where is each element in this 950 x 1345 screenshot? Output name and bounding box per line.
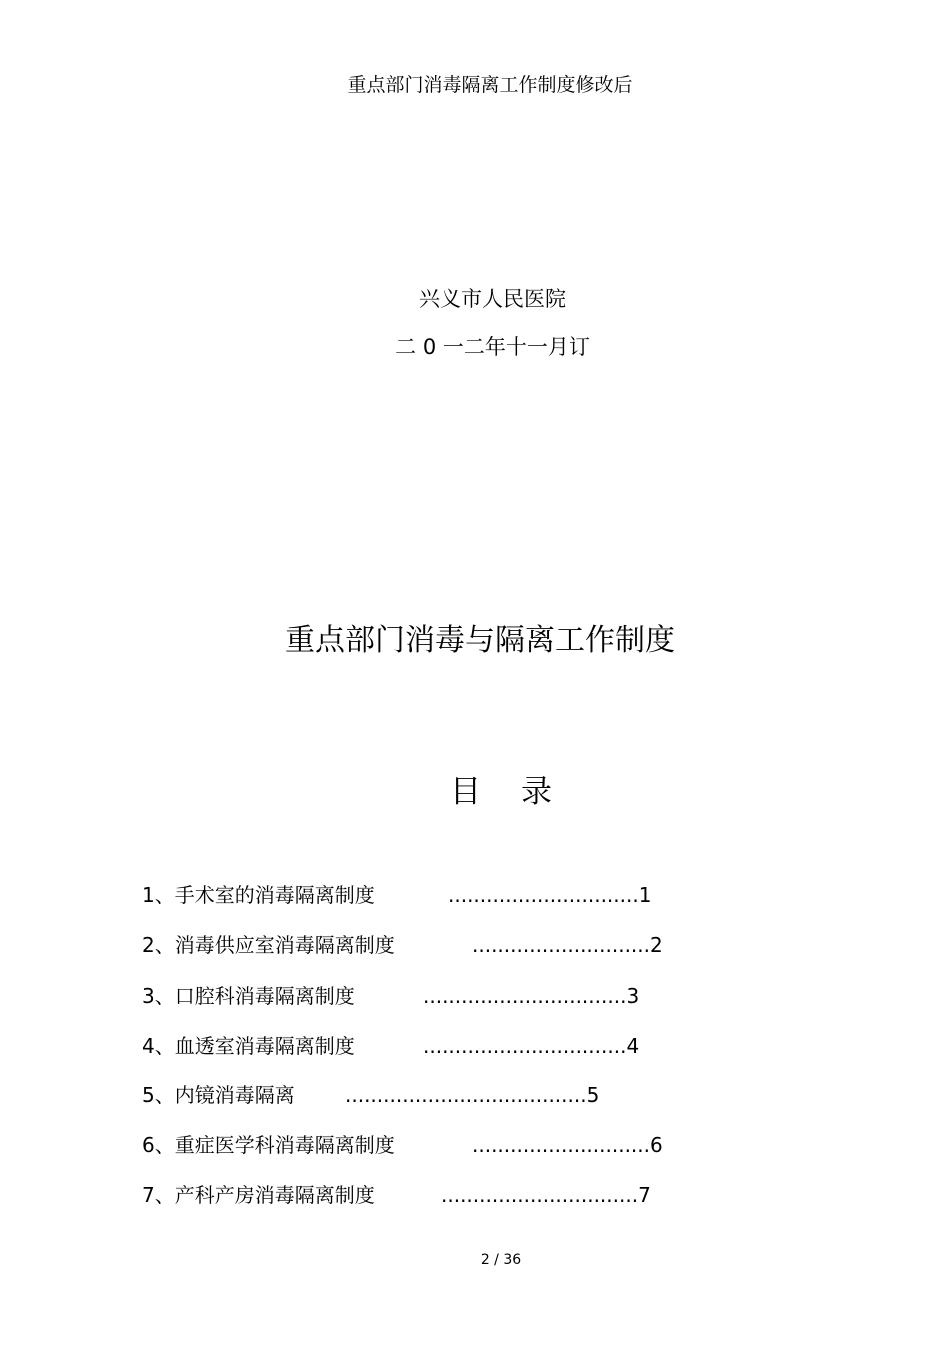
toc-item-label: 7、产科产房消毒隔离制度 <box>142 1183 375 1207</box>
toc-item[interactable] <box>142 880 651 910</box>
toc-item-label: 1、手术室的消毒隔离制度 <box>142 883 375 907</box>
toc-item-label: 4、血透室消毒隔离制度 <box>142 1034 355 1058</box>
page-indicator: 2 / 36 <box>480 1252 522 1268</box>
toc-item-label: 2、消毒供应室消毒隔离制度 <box>142 933 395 957</box>
toc-item-leader: ..............................1 <box>448 883 652 907</box>
toc-item-label: 5、内镜消毒隔离 <box>142 1083 295 1107</box>
toc-item[interactable] <box>142 1180 651 1210</box>
toc-item[interactable] <box>142 1130 663 1160</box>
toc-item[interactable] <box>142 1031 639 1061</box>
toc-item[interactable] <box>142 981 639 1011</box>
toc-item[interactable] <box>142 1080 599 1110</box>
toc-heading-left: 目 <box>450 774 481 810</box>
toc-heading <box>0 766 950 811</box>
toc-item-leader: ............................6 <box>472 1133 663 1157</box>
document-main-title: 重点部门消毒与隔离工作制度 <box>285 623 675 658</box>
toc-heading-right: 录 <box>521 774 552 810</box>
toc-item-label: 6、重症医学科消毒隔离制度 <box>142 1133 395 1157</box>
document-header-title: 重点部门消毒隔离工作制度修改后 <box>347 74 633 96</box>
revision-date: 二 0 一二年十一月订 <box>395 335 590 359</box>
toc-item-leader: ......................................5 <box>345 1083 600 1107</box>
toc-item-leader: ................................4 <box>423 1034 640 1058</box>
toc-item-leader: ...............................7 <box>441 1183 651 1207</box>
toc-item[interactable] <box>142 930 663 960</box>
toc-item-label: 3、口腔科消毒隔离制度 <box>142 984 355 1008</box>
organization-name: 兴义市人民医院 <box>419 287 566 311</box>
toc-item-leader: ............................2 <box>472 933 663 957</box>
toc-item-leader: ................................3 <box>423 984 640 1008</box>
